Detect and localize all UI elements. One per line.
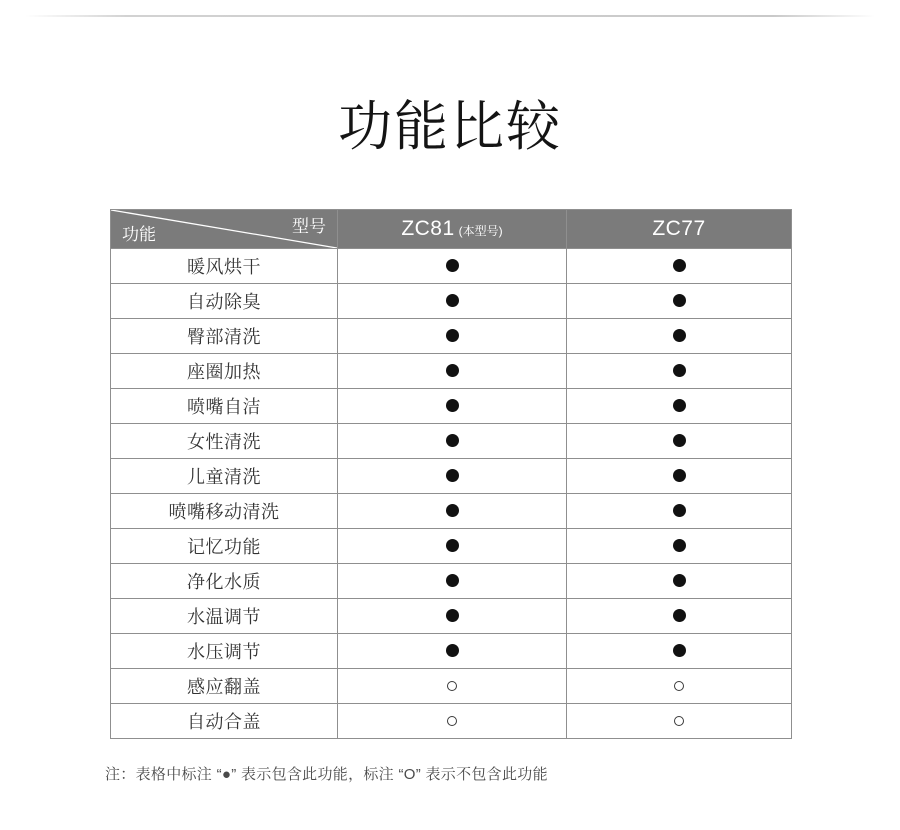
feature-name: 女性清洗: [111, 424, 338, 459]
feature-included-dot: [673, 609, 686, 622]
zc77-label: ZC77: [652, 217, 706, 240]
zc77-value-cell: [567, 634, 792, 669]
feature-included-dot: [446, 469, 459, 482]
feature-name: 记忆功能: [111, 529, 338, 564]
feature-name: 暖风烘干: [111, 249, 338, 284]
table-row: [111, 354, 792, 389]
table-body: [111, 249, 792, 739]
table-row: [111, 669, 792, 704]
zc77-value-cell: [567, 354, 792, 389]
feature-included-dot: [673, 259, 686, 272]
feature-included-dot: [673, 504, 686, 517]
feature-not-included-dot: [674, 716, 684, 726]
corner-header-cell: [111, 210, 338, 249]
zc81-value-cell: [338, 389, 567, 424]
feature-included-dot: [673, 644, 686, 657]
top-divider: [25, 15, 875, 17]
feature-not-included-dot: [447, 716, 457, 726]
table-row: [111, 249, 792, 284]
zc77-value-cell: [567, 669, 792, 704]
feature-not-included-dot: [674, 681, 684, 691]
table-header: [111, 210, 792, 249]
zc81-value-cell: [338, 319, 567, 354]
feature-included-dot: [446, 259, 459, 272]
zc81-value-cell: [338, 634, 567, 669]
feature-not-included-dot: [447, 681, 457, 691]
feature-included-dot: [673, 329, 686, 342]
column-header-zc81: [338, 210, 567, 249]
zc77-value-cell: [567, 704, 792, 739]
table-row: [111, 704, 792, 739]
feature-name: 臀部清洗: [111, 319, 338, 354]
zc77-value-cell: [567, 529, 792, 564]
header-row: [111, 210, 792, 249]
feature-included-dot: [446, 504, 459, 517]
feature-included-dot: [446, 434, 459, 447]
zc81-value-cell: [338, 669, 567, 704]
zc81-value-cell: [338, 564, 567, 599]
zc81-value-cell: [338, 354, 567, 389]
feature-included-dot: [446, 539, 459, 552]
table-row: [111, 284, 792, 319]
feature-name: 喷嘴自洁: [111, 389, 338, 424]
zc77-value-cell: [567, 319, 792, 354]
feature-name: 自动合盖: [111, 704, 338, 739]
feature-included-dot: [673, 294, 686, 307]
table-row: [111, 319, 792, 354]
column-header-zc77: [567, 210, 792, 249]
feature-included-dot: [673, 469, 686, 482]
table-row: [111, 529, 792, 564]
feature-included-dot: [673, 434, 686, 447]
page-title: 功能比较: [338, 97, 562, 157]
zc81-value-cell: [338, 529, 567, 564]
feature-comparison-table: [110, 209, 792, 739]
zc77-value-cell: [567, 284, 792, 319]
feature-name: 喷嘴移动清洗: [111, 494, 338, 529]
zc77-value-cell: [567, 249, 792, 284]
feature-name: 水温调节: [111, 599, 338, 634]
feature-included-dot: [446, 609, 459, 622]
feature-included-dot: [673, 574, 686, 587]
feature-included-dot: [673, 364, 686, 377]
zc81-value-cell: [338, 459, 567, 494]
table-row: [111, 389, 792, 424]
table-row: [111, 494, 792, 529]
table-row: [111, 634, 792, 669]
feature-included-dot: [673, 539, 686, 552]
zc81-value-cell: [338, 704, 567, 739]
feature-name: 自动除臭: [111, 284, 338, 319]
zc77-value-cell: [567, 459, 792, 494]
zc81-value-cell: [338, 249, 567, 284]
zc77-value-cell: [567, 424, 792, 459]
feature-included-dot: [446, 294, 459, 307]
zc77-value-cell: [567, 564, 792, 599]
corner-label-model: 型号: [292, 217, 326, 236]
zc81-suffix-label: (本型号): [458, 224, 503, 238]
footnote: 注：表格中标注 “●” 表示包含此功能，标注 “O” 表示不包含此功能: [105, 766, 548, 783]
zc81-value-cell: [338, 494, 567, 529]
table-row: [111, 424, 792, 459]
feature-included-dot: [673, 399, 686, 412]
feature-name: 座圈加热: [111, 354, 338, 389]
feature-included-dot: [446, 399, 459, 412]
corner-label-feature: 功能: [122, 225, 156, 244]
zc77-value-cell: [567, 389, 792, 424]
zc81-value-cell: [338, 424, 567, 459]
table-row: [111, 599, 792, 634]
feature-name: 净化水质: [111, 564, 338, 599]
feature-name: 感应翻盖: [111, 669, 338, 704]
feature-name: 儿童清洗: [111, 459, 338, 494]
zc81-label: ZC81: [401, 217, 455, 240]
feature-included-dot: [446, 644, 459, 657]
zc77-value-cell: [567, 494, 792, 529]
zc77-value-cell: [567, 599, 792, 634]
table-row: [111, 564, 792, 599]
zc81-value-cell: [338, 599, 567, 634]
zc81-value-cell: [338, 284, 567, 319]
feature-included-dot: [446, 364, 459, 377]
table-row: [111, 459, 792, 494]
feature-included-dot: [446, 574, 459, 587]
feature-included-dot: [446, 329, 459, 342]
feature-name: 水压调节: [111, 634, 338, 669]
